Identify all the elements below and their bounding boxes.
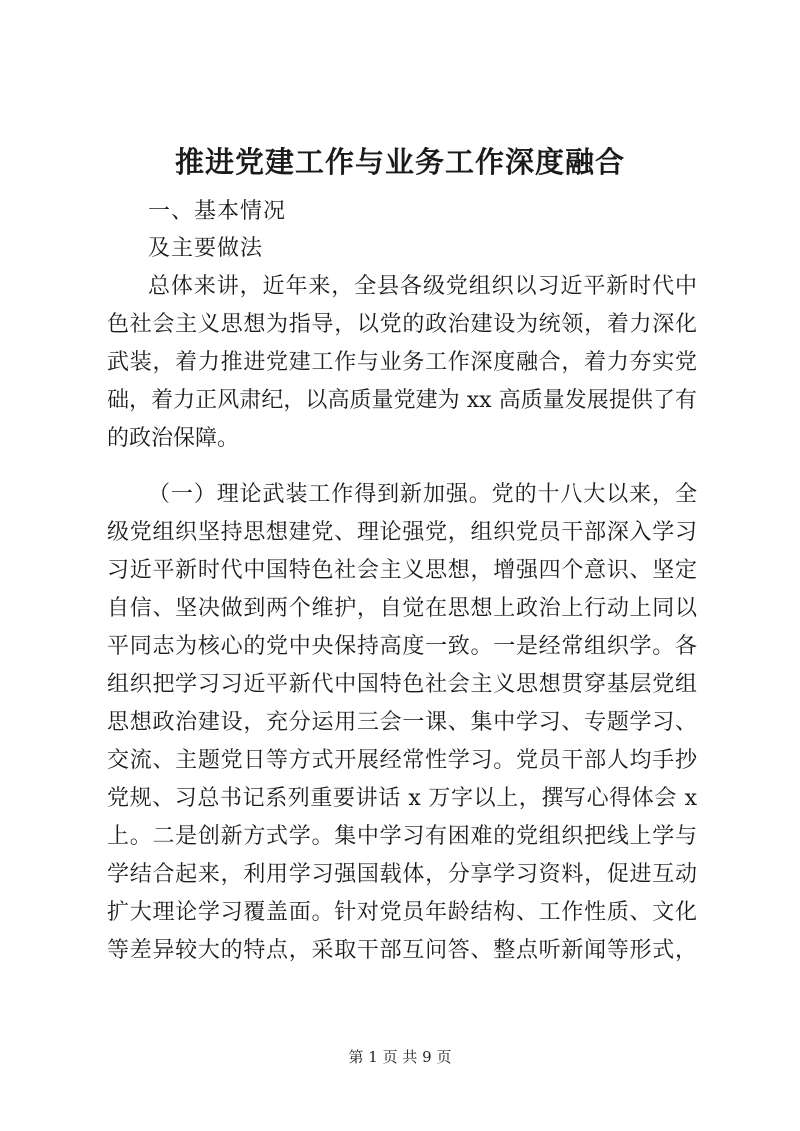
paragraph-line: 交流、主题党日等方式开展经常性学习。党员干部人均手抄 <box>107 748 697 773</box>
paragraph-line: 的政治保障。 <box>107 426 240 451</box>
paragraph-line: 上。二是创新方式学。集中学习有困难的党组织把线上学与 <box>107 824 697 849</box>
paragraph-line: 党规、习总书记系列重要讲话 x 万字以上，撰写心得体会 x <box>107 786 697 811</box>
paragraph-line: 扩大理论学习覆盖面。针对党员年龄结构、工作性质、文化 <box>107 900 697 925</box>
paragraph-line: 自信、坚决做到两个维护，自觉在思想上政治上行动上同以 <box>107 596 697 621</box>
paragraph-line: 色社会主义思想为指导，以党的政治建设为统领，着力深化 <box>107 312 697 337</box>
paragraph-line: 总体来讲，近年来，全县各级党组织以习近平新时代中 <box>148 274 697 299</box>
paragraph-line: 组织把学习习近平新代中国特色社会主义思想贯穿基层党组 <box>107 672 697 697</box>
paragraph-line: 等差异较大的特点，采取干部互问答、整点听新闻等形式， <box>107 938 697 963</box>
paragraph-line: （一）理论武装工作得到新加强。党的十八大以来，全 <box>148 482 697 507</box>
section-heading: 一、基本情况 <box>148 199 287 224</box>
paragraph-line: 武装，着力推进党建工作与业务工作深度融合，着力夯实党 <box>107 350 697 375</box>
section-subheading: 及主要做法 <box>148 236 264 261</box>
paragraph-line: 平同志为核心的党中央保持高度一致。一是经常组织学。各 <box>107 634 697 659</box>
page-number-footer: 第 1 页 共 9 页 <box>348 1048 452 1066</box>
paragraph-line: 础，着力正风肃纪，以高质量党建为 xx 高质量发展提供了有 <box>107 388 697 413</box>
paragraph-line: 习近平新时代中国特色社会主义思想，增强四个意识、坚定 <box>107 558 697 583</box>
paragraph-line: 级党组织坚持思想建党、理论强党，组织党员干部深入学习 <box>107 520 697 545</box>
page-title: 推进党建工作与业务工作深度融合 <box>174 145 625 179</box>
paragraph-line: 思想政治建设，充分运用三会一课、集中学习、专题学习、 <box>107 710 697 735</box>
paragraph-line: 学结合起来，利用学习强国载体，分享学习资料，促进互动 <box>107 862 697 887</box>
